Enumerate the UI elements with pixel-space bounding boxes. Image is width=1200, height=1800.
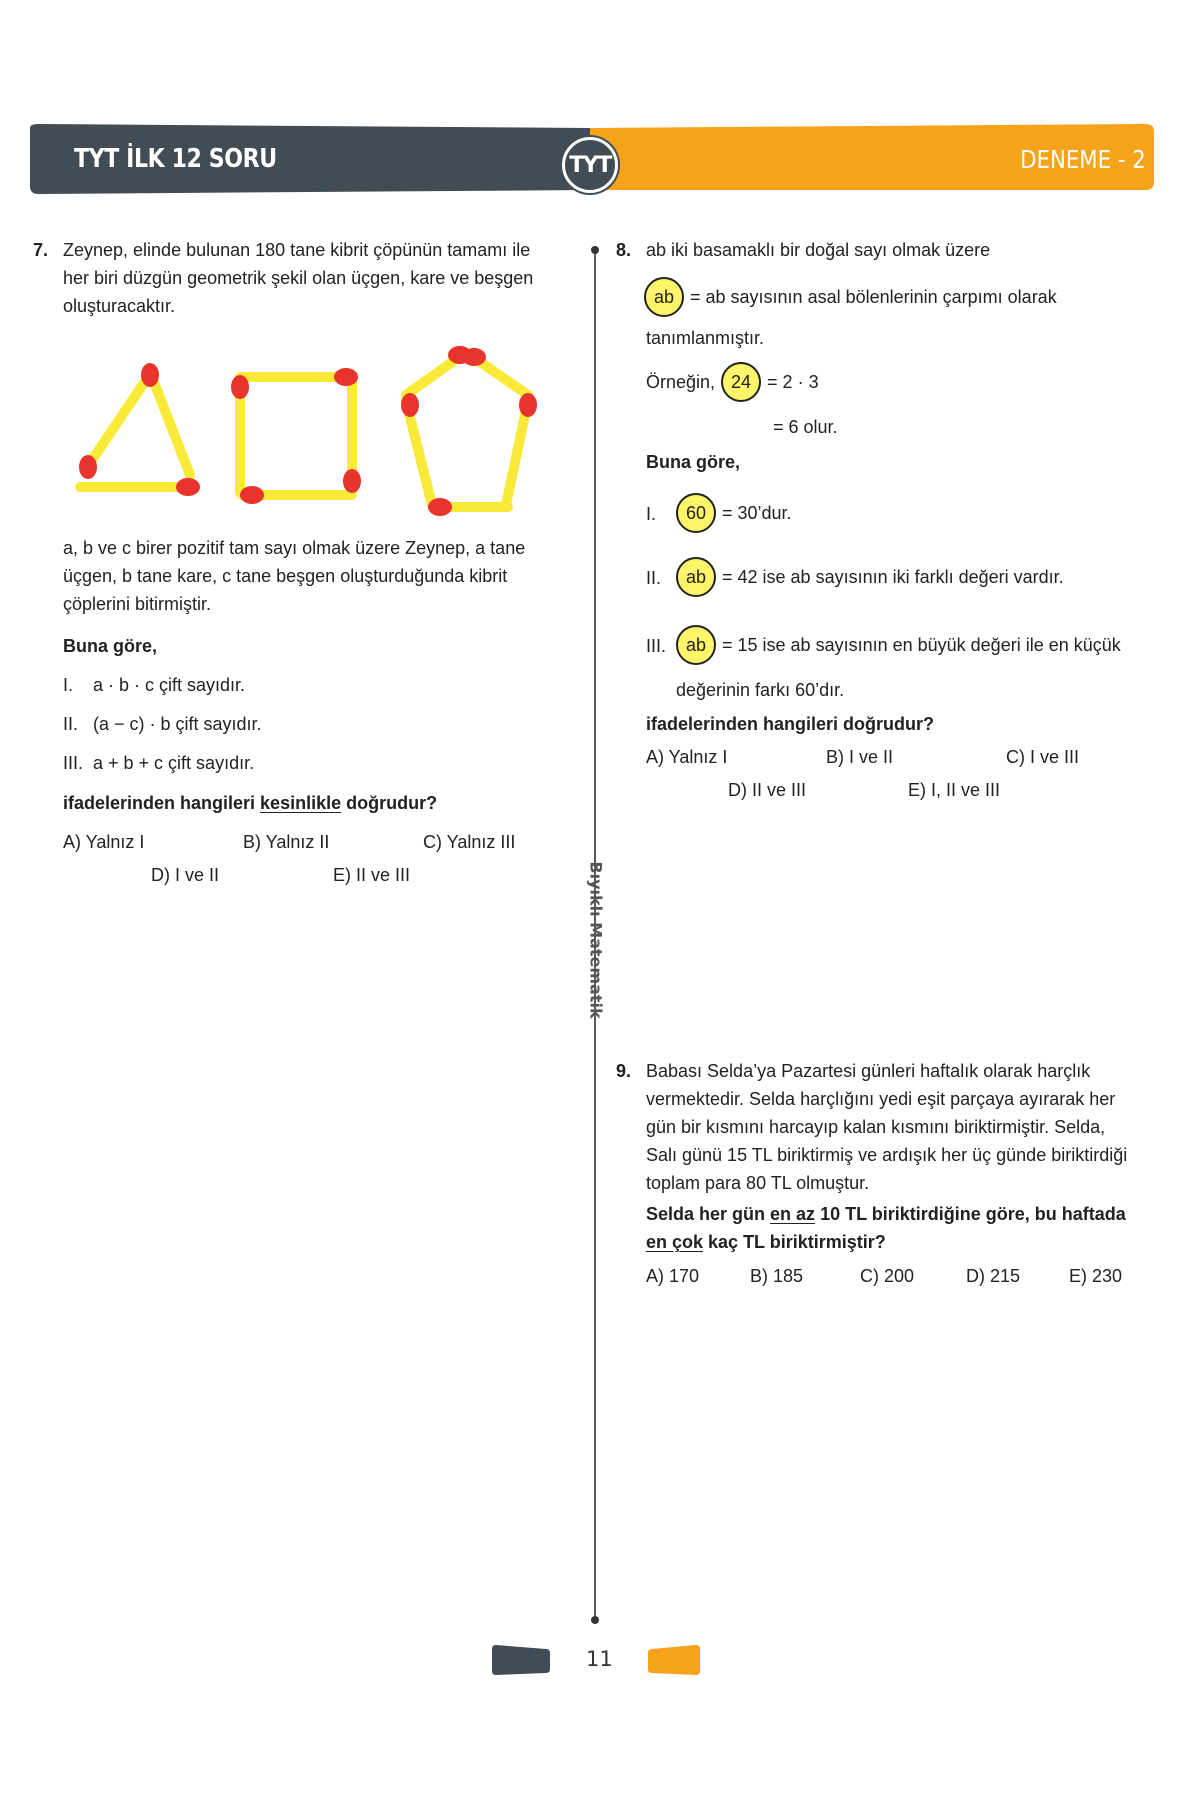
q8-def-text: = ab sayısının asal bölenlerinin çarpımı olarak	[690, 286, 1057, 307]
q9-question-line-2	[646, 1228, 1166, 1256]
q7-statement-2: (a − c) · b çift sayıdır.	[93, 714, 262, 734]
q8-number: 8.	[616, 240, 632, 260]
q7-intro-line: her biri düzgün geometrik şekil olan üçgen, kare ve beşgen	[63, 268, 534, 288]
tyt-badge: TYT	[562, 137, 618, 193]
q9-option-c[interactable]: C) 200	[860, 1266, 915, 1286]
q7-buna-gore: Buna göre,	[63, 636, 158, 656]
q7-body-line: üçgen, b tane kare, c tane beşgen oluşturduğunda kibrit	[63, 566, 508, 586]
q9-body-line: Salı günü 15 TL biriktirmiş ve ardışık her üç günde biriktirdiği	[646, 1145, 1128, 1165]
matchstick-shapes-figure	[70, 345, 560, 525]
q7-question-post: doğrudur?	[341, 793, 438, 813]
q7-body-line: a, b ve c birer pozitif tam sayı olmak üzere Zeynep, a tane	[63, 538, 526, 558]
q7-option-b[interactable]: B) Yalnız II	[243, 832, 330, 852]
q8-option-b[interactable]: B) I ve II	[826, 747, 894, 767]
q8-statement-1-text: = 30’dur.	[722, 502, 792, 523]
q9-question-pre: Selda her gün	[646, 1204, 771, 1224]
q9-question	[646, 1200, 1166, 1256]
q8-def-symbol: ab	[644, 277, 684, 317]
q8-statement-3	[676, 625, 1121, 665]
q9-body	[646, 1057, 1166, 1197]
footer-accent-tab	[648, 1643, 700, 1677]
q8-statement-3-text: = 15 ise ab sayısının en büyük değeri ile en küçük	[722, 634, 1121, 655]
q8-statement-1-roman: I.	[646, 504, 657, 524]
q8-example-eq2: = 6 olur.	[773, 417, 838, 437]
page-number: 11	[586, 1647, 613, 1671]
q9-body-line: toplam para 80 TL olmuştur.	[646, 1173, 870, 1193]
q8-example	[646, 362, 819, 402]
q9-option-a[interactable]: A) 170	[646, 1266, 700, 1286]
q9-option-b[interactable]: B) 185	[750, 1266, 804, 1286]
q7-intro	[63, 236, 563, 320]
match-heads-square	[231, 368, 361, 504]
q8-statement-2-symbol: ab	[676, 557, 716, 597]
q7-statement-2-roman: II.	[63, 714, 79, 734]
q7-question-keyword: kesinlikle	[260, 793, 342, 813]
q8-example-eq1: = 2 · 3	[767, 371, 819, 392]
q9-number: 9.	[616, 1061, 632, 1081]
q9-question-keyword-2: en çok	[646, 1232, 704, 1252]
q8-option-a[interactable]: A) Yalnız I	[646, 747, 728, 767]
q8-statement-2-roman: II.	[646, 568, 662, 588]
q8-example-label: Örneğin,	[646, 371, 716, 392]
divider-bottom-dot	[591, 1616, 599, 1624]
q7-option-c[interactable]: C) Yalnız III	[423, 832, 516, 852]
q7-option-e[interactable]: E) II ve III	[333, 865, 411, 885]
q7-question-pre: ifadelerinden hangileri	[63, 793, 261, 813]
q7-intro-line: oluşturacaktır.	[63, 296, 176, 316]
q9-question-keyword-1: en az	[770, 1204, 816, 1224]
q7-intro-line: Zeynep, elinde bulunan 180 tane kibrit çöpünün tamamı ile	[63, 240, 531, 260]
q7-option-d[interactable]: D) I ve II	[151, 865, 220, 885]
q9-question-line-1	[646, 1200, 1166, 1228]
q9-body-line: vermektedir. Selda harçlığını yedi eşit parçaya ayırarak her	[646, 1089, 1116, 1109]
q7-statement-3: a + b + c çift sayıdır.	[93, 753, 255, 773]
q8-statement-1	[676, 493, 792, 533]
q8-option-c[interactable]: C) I ve III	[1006, 747, 1080, 767]
header-right-title: DENEME - 2	[1020, 145, 1146, 174]
q7-statement-1: a · b · c çift sayıdır.	[93, 675, 246, 695]
q8-example-symbol: 24	[721, 362, 761, 402]
q7-body	[63, 534, 563, 618]
q9-option-e[interactable]: E) 230	[1069, 1266, 1123, 1286]
q9-body-line: Babası Selda’ya Pazartesi günleri haftalık olarak harçlık	[646, 1061, 1091, 1081]
q8-statement-1-symbol: 60	[676, 493, 716, 533]
header-left-title: TYT İLK 12 SORU	[74, 144, 277, 174]
q7-option-a[interactable]: A) Yalnız I	[63, 832, 145, 852]
q7-statement-1-roman: I.	[63, 675, 74, 695]
q7-question	[63, 789, 437, 817]
divider-top-dot	[591, 246, 599, 254]
q8-option-e[interactable]: E) I, II ve III	[908, 780, 1001, 800]
q8-statement-2-text: = 42 ise ab sayısının iki farklı değeri vardır.	[722, 566, 1064, 587]
q8-question: ifadelerinden hangileri doğrudur?	[646, 714, 935, 734]
matchstick-square	[240, 377, 352, 495]
footer-dark-tab	[492, 1643, 550, 1677]
q8-line1: ab iki basamaklı bir doğal sayı olmak üzere	[646, 240, 991, 260]
q8-statement-3-symbol: ab	[676, 625, 716, 665]
q8-def-text2: tanımlanmıştır.	[646, 328, 765, 348]
q7-statement-3-roman: III.	[63, 753, 84, 773]
q7-body-line: çöplerini bitirmiştir.	[63, 594, 212, 614]
q8-statement-2	[676, 557, 1064, 597]
q7-number: 7.	[33, 240, 49, 260]
q9-body-line: gün bir kısmını harcayıp kalan kısmını biriktirmiştir. Selda,	[646, 1117, 1106, 1137]
q8-definition	[644, 277, 1057, 317]
matchstick-pentagon	[406, 355, 528, 507]
q8-option-d[interactable]: D) II ve III	[728, 780, 807, 800]
matchstick-triangle	[80, 377, 192, 487]
q8-buna-gore: Buna göre,	[646, 452, 741, 472]
publisher-side-label: Bıyıklı Matematik	[586, 861, 606, 1019]
q8-statement-3-roman: III.	[646, 636, 667, 656]
q9-question-mid: 10 TL biriktirdiğine göre, bu haftada	[815, 1204, 1126, 1224]
q9-option-d[interactable]: D) 215	[966, 1266, 1021, 1286]
q9-question-post: kaç TL biriktirmiştir?	[703, 1232, 886, 1252]
q8-statement-3-text2: değerinin farkı 60’dır.	[676, 680, 845, 700]
